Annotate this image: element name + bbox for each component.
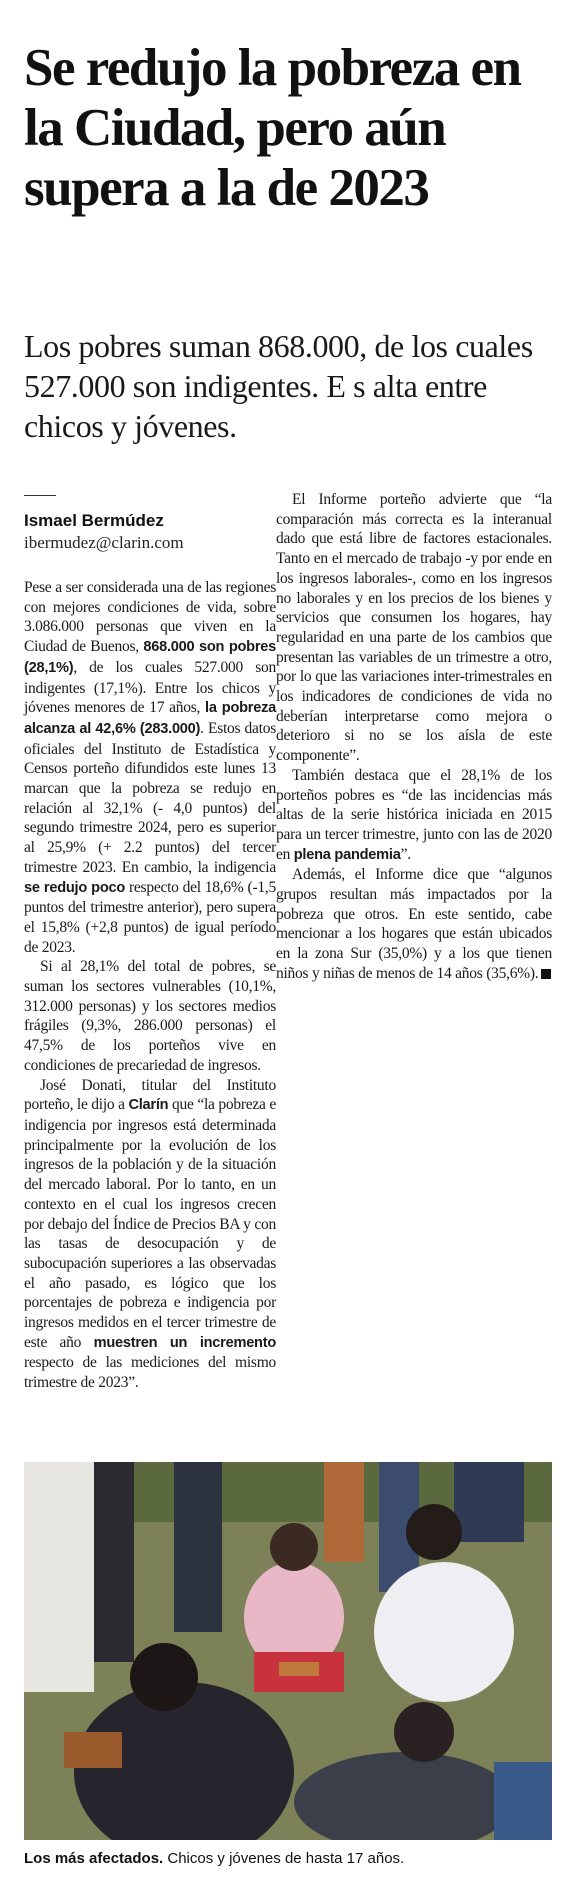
photo-illustration [24, 1462, 552, 1840]
deck-subheadline: Los pobres suman 868.000, de los cuales 527.000 son indigentes. E s alta entre chicos y jóvenes. [24, 328, 533, 444]
end-mark-icon [541, 969, 551, 979]
body-paragraph-5: También destaca que el 28,1% de los porteños pobres es “de las incidencias más altas de la serie histórica iniciada en 2015 para un tercer trimestre, junto con las de 2020 en plena pandemia”. [276, 766, 552, 863]
byline-email[interactable]: ibermudez@clarin.com [24, 533, 184, 552]
headline: Se redujo la pobreza en la Ciudad, pero aún supera a la de 2023 [24, 39, 521, 217]
caption-lead: Los más afectados. [24, 1850, 164, 1867]
body-paragraph-3: José Donati, titular del Instituto porteño, le dijo a Clarín que “la pobreza e indigencia por ingresos está determinada principalmente por la evolución de los ingresos de la población y de la situación del mercado laboral. Por lo tanto, en un contexto en el cual los ingresos crecen por debajo del Índice de Precios BA y con las tasas de desocupación y de subocupación superiores a las observadas el año pasado, es lógico que los porcentajes de pobreza e indigencia por ingresos medidos en el tercer trimestre de este año muestren un incremento respecto de las mediciones del mismo trimestre de 2023”. [24, 1076, 276, 1392]
byline [24, 510, 264, 554]
highlight-clarin: Clarín [128, 1097, 169, 1114]
body-paragraph-4: El Informe porteño advierte que “la comparación más correcta es la interanual dado que está libre de factores estacionales. Tanto en el mercado de trabajo -y por ende en los ingresos laborales-, como en los ingresos no laborales y en los precios de los bienes y servicios que consumen los hogares, hay regularidad en una parte de los cambios que presentan las variables de un trimestre a otro, por lo que las variaciones inter-trimestrales en los indicadores de condiciones de vida no deberían interpretarse como mejora o deterioro si no se los aísla de este componente”. [276, 491, 552, 765]
body-paragraph-6: Además, el Informe dice que “algunos grupos resultan más impactados por la pobreza que otros. En este sentido, cabe mencionar a los hogares que están ubicados en la zona Sur (35,0%) y a los que tienen niños y niñas de menos de 14 años (35,6%). [276, 866, 552, 982]
photo-caption [24, 1849, 552, 1869]
highlight-pandemia: plena pandemia [293, 846, 401, 863]
article-photo [24, 1462, 552, 1840]
highlight-incremento: muestren un incremento [93, 1334, 276, 1351]
article-column-left [24, 578, 276, 1393]
body-paragraph-1: Pese a ser considerada una de las regiones con mejores condiciones de vida, sobre 3.086.000 personas que viven en la Ciudad de Buenos, 868.000 son pobres (28,1%), de los cuales 527.000 son indigentes (17,1%). Entre los chicos y jóvenes menores de 17 años, la pobreza alcanza al 42,6% (283.000). Estos datos oficiales del Instituto de Estadística y Censos porteño difundidos este lunes 13 marcan que la pobreza se redujo en relación al 32,1% (- 4,0 puntos) del segundo trimestre 2024, pero es superior al 25,9% (+ 2.2 puntos) del tercer trimestre 2023. En cambio, la indigencia se redujo poco respecto del 18,6% (-1,5 puntos del trimestre anterior), pero supera el 15,8% (+2,8 puntos) de igual período de 2023. [24, 579, 277, 956]
caption-text: Chicos y jóvenes de hasta 17 años. [163, 1850, 405, 1867]
highlight-indigencia: se redujo poco [24, 879, 126, 896]
byline-rule [24, 495, 56, 496]
highlight-menores: la pobreza alcanza al 42,6% (283.000) [24, 700, 276, 737]
highlight-pobres: 868.000 son pobres (28,1%) [24, 639, 277, 676]
body-paragraph-2: Si al 28,1% del total de pobres, se suman los sectores vulnerables (10,1%, 312.000 personas) y los sectores medios frágiles (9,3%, 286.000 personas) el 47,5% de los porteños vive en condiciones de precariedad de ingresos. [24, 958, 276, 1074]
article-column-right [276, 490, 552, 984]
byline-author: Ismael Bermúdez [24, 511, 164, 530]
